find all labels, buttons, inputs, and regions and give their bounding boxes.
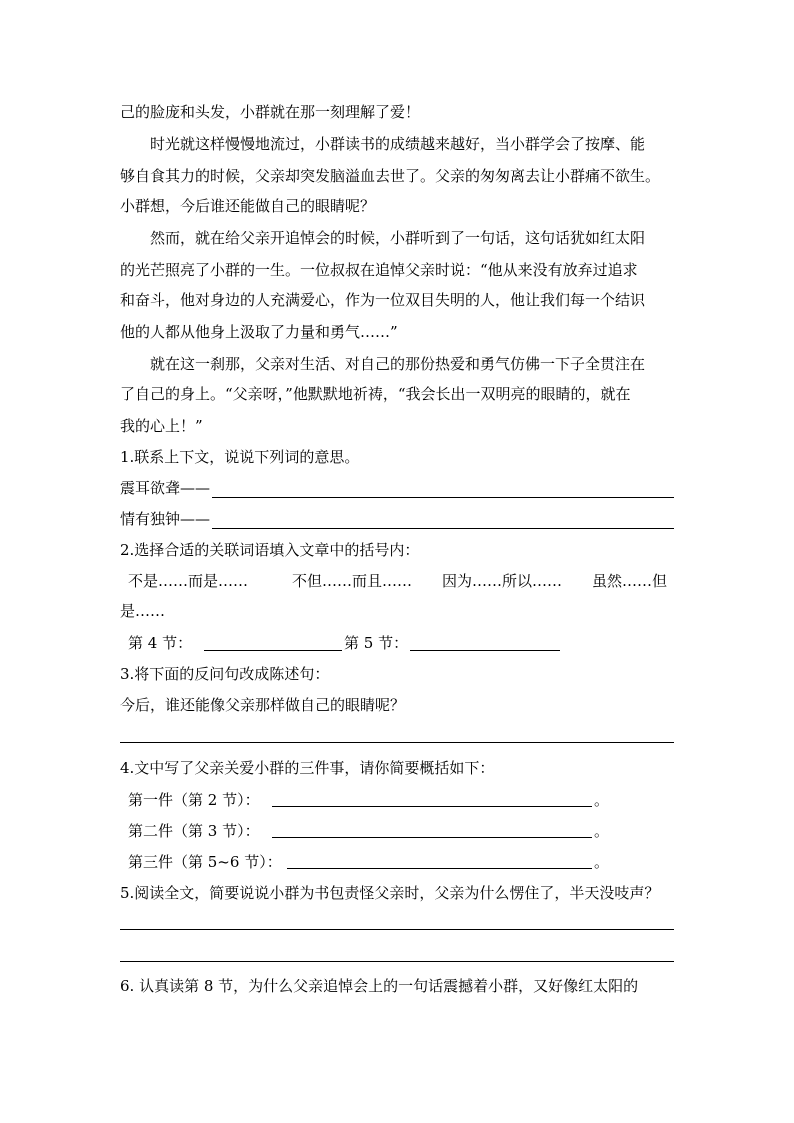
question-3-prompt: 3.将下面的反问句改成陈述句： <box>120 665 330 683</box>
q4-answer-blank[interactable] <box>272 806 592 807</box>
q3-sentence: 今后，谁还能像父亲那样做自己的眼睛呢？ <box>120 696 406 714</box>
q4-item-label: 第二件（第 3 节）： <box>128 822 260 840</box>
q4-item-end: 。 <box>594 822 610 840</box>
q2-option: 因为……所以…… <box>442 572 563 590</box>
q2-option: 虽然……但 <box>592 572 668 590</box>
passage-line: 的光芒照亮了小群的一生。一位叔叔在追悼父亲时说：“他从来没有放弃过追求 <box>120 261 638 279</box>
passage-line: 己的脸庞和头发，小群就在那一刻理解了爱！ <box>120 103 421 121</box>
q1-answer-blank[interactable] <box>212 511 674 529</box>
question-6-prompt: 6. 认真读第 8 节，为什么父亲追悼会上的一句话震撼着小群，又好像红太阳的 <box>120 977 639 995</box>
q1-answer-blank[interactable] <box>212 480 674 498</box>
q4-item-end: 。 <box>594 791 610 809</box>
q1-item-label: 情有独钟—— <box>120 510 211 528</box>
passage-line: 了自己的身上。“父亲呀，”他默默地祈祷，“我会长出一双明亮的眼睛的，就在 <box>120 385 631 403</box>
passage-line: 够自食其力的时候，父亲却突发脑溢血去世了。父亲的匆匆离去让小群痛不欲生。 <box>120 167 661 185</box>
q4-item-label: 第三件（第 5~6 节）： <box>128 853 282 871</box>
q2-answer-blank[interactable] <box>410 650 560 651</box>
passage-line: 我的心上！” <box>120 417 203 435</box>
passage-line: 和奋斗，他对身边的人充满爱心，作为一位双目失明的人，他让我们每一个结识 <box>120 291 646 309</box>
q1-item-row <box>120 509 674 529</box>
q5-answer-blank[interactable] <box>120 929 674 930</box>
question-2-prompt: 2.选择合适的关联词语填入文章中的括号内： <box>120 541 420 559</box>
q2-option: 不但……而且…… <box>292 572 413 590</box>
question-1-prompt: 1.联系上下文，说说下列词的意思。 <box>120 448 360 466</box>
question-5-prompt: 5.阅读全文，简要说说小群为书包责怪父亲时，父亲为什么愣住了，半天没吱声？ <box>120 884 660 902</box>
q4-answer-blank[interactable] <box>272 837 592 838</box>
passage-line: 时光就这样慢慢地流过，小群读书的成绩越来越好，当小群学会了按摩、能 <box>150 135 646 153</box>
q1-item-label: 震耳欲聋—— <box>120 479 211 497</box>
passage-line: 就在这一刹那，父亲对生活、对自己的那份热爱和勇气仿佛一下子全贯注在 <box>150 355 646 373</box>
q2-blank-label: 第 4 节： <box>128 634 193 652</box>
q2-answer-blank[interactable] <box>204 650 342 651</box>
q3-answer-blank[interactable] <box>120 742 674 743</box>
q2-blank-label: 第 5 节： <box>344 634 409 652</box>
q4-item-end: 。 <box>594 853 610 871</box>
q1-item-row <box>120 478 674 498</box>
q2-option-wrap: 是…… <box>120 602 166 620</box>
q4-item-label: 第一件（第 2 节）： <box>128 791 260 809</box>
q5-answer-blank[interactable] <box>120 961 674 962</box>
q2-option: 不是……而是…… <box>128 572 249 590</box>
q4-answer-blank[interactable] <box>287 868 592 869</box>
passage-line: 小群想，今后谁还能做自己的眼睛呢？ <box>120 197 376 215</box>
passage-line: 然而，就在给父亲开追悼会的时候，小群听到了一句话，这句话犹如红太阳 <box>150 229 646 247</box>
question-4-prompt: 4.文中写了父亲关爱小群的三件事，请你简要概括如下： <box>120 759 495 777</box>
passage-line: 他的人都从他身上汲取了力量和勇气……” <box>120 323 398 341</box>
